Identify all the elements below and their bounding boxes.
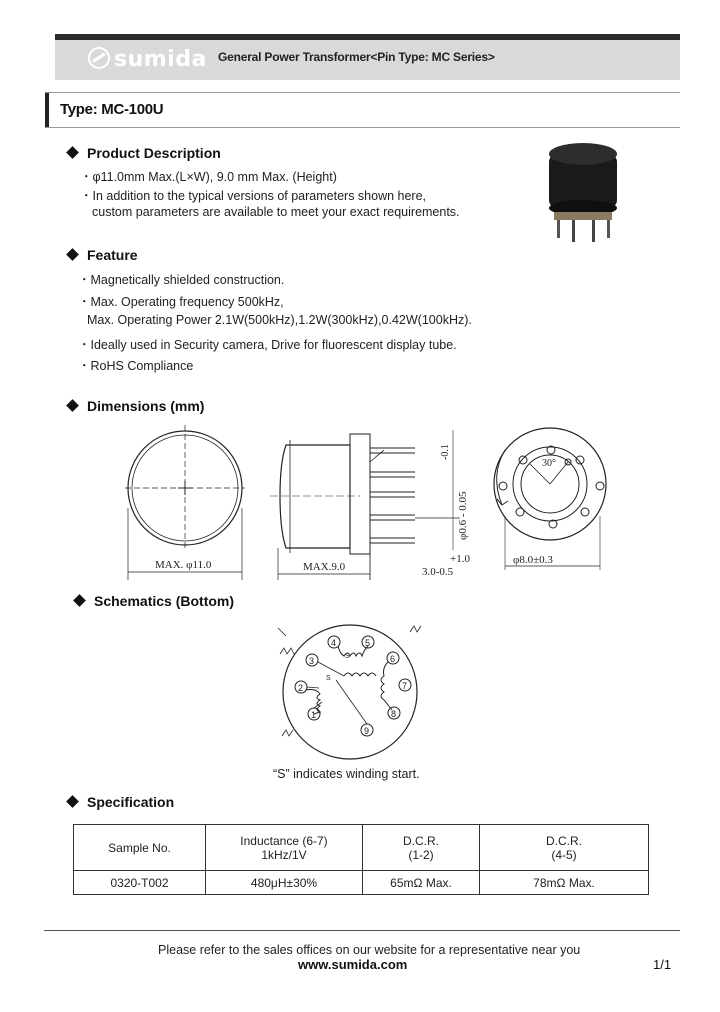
section-schematics: Schematics (Bottom): [75, 593, 234, 609]
description-line: custom parameters are available to meet your exact requirements.: [92, 205, 460, 219]
cell-inductance: 480μH±30%: [206, 871, 363, 895]
svg-text:9: 9: [364, 726, 370, 736]
feature-line: ・Magnetically shielded construction.: [78, 273, 285, 287]
svg-text:2: 2: [298, 683, 304, 693]
schematic-pin: [306, 654, 318, 666]
header-dcr-4-5: D.C.R. (4-5): [480, 825, 649, 871]
schematic-pin: [387, 652, 399, 664]
feature-line: ・Max. Operating frequency 500kHz,: [78, 295, 284, 309]
specification-table: [73, 824, 649, 895]
dim-pin-top-label: -0.1: [440, 444, 451, 460]
diamond-bullet-icon: [66, 399, 79, 412]
cell-dcr-4-5: 78mΩ Max.: [480, 871, 649, 895]
page-number: 1/1: [653, 957, 672, 972]
s-mark: S: [326, 675, 331, 682]
description-line: ・In addition to the typical versions of parameters shown here,: [80, 189, 427, 203]
dim-diameter-label: MAX. φ11.0: [155, 559, 212, 571]
schematic-pin: [388, 707, 400, 719]
footer-url[interactable]: www.sumida.com: [298, 957, 408, 972]
dim-tol-top-label: +1.0: [450, 553, 470, 565]
feature-line: ・RoHS Compliance: [78, 359, 194, 373]
dim-angle-label: 30°: [542, 458, 556, 469]
feature-line: Max. Operating Power 2.1W(500kHz),1.2W(300kHz),0.42W(100kHz).: [87, 313, 472, 327]
schematic-pin: [361, 724, 373, 736]
table-header-row: [74, 825, 649, 871]
table-row: [74, 871, 649, 895]
svg-text:7: 7: [402, 681, 408, 691]
s-mark: S: [345, 653, 350, 660]
sumida-logo-icon: [88, 47, 110, 69]
section-feature: Feature: [68, 247, 138, 263]
dim-tol-bottom-label: 3.0-0.5: [422, 566, 454, 578]
diamond-bullet-icon: [66, 248, 79, 261]
schematic-diagram: [270, 618, 440, 763]
dim-pitch-label: φ8.0±0.3: [513, 554, 553, 566]
cell-sample-no: 0320-T002: [74, 871, 206, 895]
footer-note: Please refer to the sales offices on our website for a representative near you: [158, 943, 581, 957]
section-specification: Specification: [68, 794, 174, 810]
schematic-note: “S” indicates winding start.: [273, 767, 420, 781]
product-photo: [540, 138, 630, 243]
cell-dcr-1-2: 65mΩ Max.: [363, 871, 480, 895]
type-label: Type: MC-100U: [60, 101, 164, 118]
header-dcr-1-2: D.C.R. (1-2): [363, 825, 480, 871]
header-title: General Power Transformer<Pin Type: MC Series>: [218, 50, 495, 64]
header-sample-no: Sample No.: [74, 825, 206, 871]
svg-text:3: 3: [309, 656, 315, 666]
svg-text:6: 6: [390, 654, 396, 664]
diamond-bullet-icon: [66, 795, 79, 808]
footer-divider: [44, 930, 680, 931]
diamond-bullet-icon: [73, 594, 86, 607]
header-inductance: Inductance (6-7) 1kHz/1V: [206, 825, 363, 871]
diamond-bullet-icon: [66, 146, 79, 159]
svg-text:8: 8: [391, 709, 397, 719]
section-product-description: Product Description: [68, 145, 221, 161]
dim-length-label: MAX.9.0: [303, 561, 346, 573]
feature-line: ・Ideally used in Security camera, Drive for fluorescent display tube.: [78, 338, 457, 352]
schematic-pin: [295, 681, 307, 693]
svg-text:5: 5: [365, 638, 371, 648]
svg-text:1: 1: [311, 710, 317, 720]
sumida-logo: sumida: [88, 47, 207, 72]
dimensions-drawing: [110, 420, 630, 590]
schematic-pin: [399, 679, 411, 691]
dim-pin-label: φ0.6 - 0.05: [457, 491, 469, 540]
section-dimensions: Dimensions (mm): [68, 398, 204, 414]
description-line: ・φ11.0mm Max.(L×W), 9.0 mm Max. (Height): [80, 170, 337, 184]
svg-text:4: 4: [331, 638, 337, 648]
